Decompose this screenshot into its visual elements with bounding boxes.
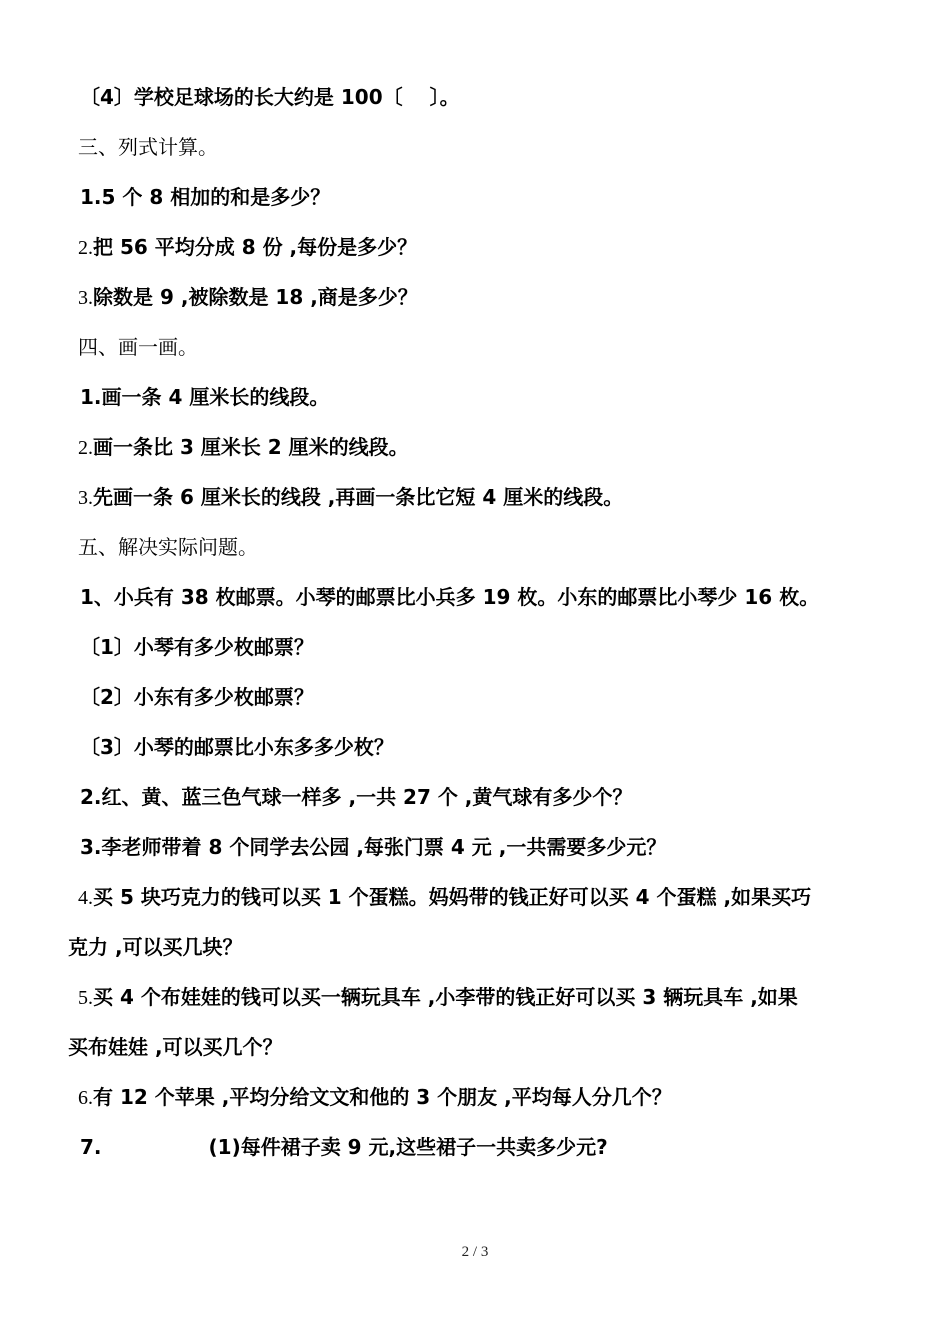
question-number: 3. <box>78 487 93 509</box>
question-line: 3.李老师带着 8 个同学去公园 ,每张门票 4 元 ,一共需要多少元？ <box>80 835 667 859</box>
sub-question-line: 〔1〕小琴有多少枚邮票？ <box>80 635 314 659</box>
section-heading: 三、列式计算。 <box>78 135 218 159</box>
question-line: 1.5 个 8 相加的和是多少？ <box>80 185 331 209</box>
section-heading: 四、画一画。 <box>78 335 198 359</box>
question-line: 〔4〕学校足球场的长大约是 100〔 〕。 <box>80 85 460 109</box>
question-line: 2.红、黄、蓝三色气球一样多 ,一共 27 个 ,黄气球有多少个？ <box>80 785 633 809</box>
question-number: 2. <box>78 437 93 459</box>
question-number: 4. <box>78 887 93 909</box>
question-line: 2.把 56 平均分成 8 份 ,每份是多少？ <box>78 235 418 259</box>
sub-question-line: 〔3〕小琴的邮票比小东多多少枚？ <box>80 735 394 759</box>
question-line: 1、小兵有 38 枚邮票。小琴的邮票比小兵多 19 枚。小东的邮票比小琴少 16 枚。 <box>80 585 820 609</box>
question-line: 6.有 12 个苹果 ,平均分给文文和他的 3 个朋友 ,平均每人分几个？ <box>78 1085 672 1109</box>
question-number: 2. <box>78 237 93 259</box>
question-line: 4.买 5 块巧克力的钱可以买 1 个蛋糕。妈妈带的钱正好可以买 4 个蛋糕 ,如果买巧 <box>78 885 812 909</box>
question-line: 3.先画一条 6 厘米长的线段 ,再画一条比它短 4 厘米的线段。 <box>78 485 624 509</box>
page-number: 2 / 3 <box>461 1244 489 1260</box>
question-line: 1.画一条 4 厘米长的线段。 <box>80 385 330 409</box>
question-line: 3.除数是 9 ,被除数是 18 ,商是多少？ <box>78 285 418 309</box>
question-line-continued: 克力 ,可以买几块？ <box>68 935 243 959</box>
question-line: 5.买 4 个布娃娃的钱可以买一辆玩具车 ,小李带的钱正好可以买 3 辆玩具车 ,如果 <box>78 985 798 1009</box>
question-line: 2.画一条比 3 厘米长 2 厘米的线段。 <box>78 435 409 459</box>
question-number: 3. <box>78 287 93 309</box>
section-heading: 五、解决实际问题。 <box>78 535 258 559</box>
question-number: 5. <box>78 987 93 1009</box>
question-line: 7. (1)每件裙子卖 9 元,这些裙子一共卖多少元? <box>80 1135 608 1159</box>
question-line-continued: 买布娃娃 ,可以买几个？ <box>68 1035 283 1059</box>
question-number: 6. <box>78 1087 93 1109</box>
question-number: 7. <box>80 1135 102 1159</box>
sub-question-line: 〔2〕小东有多少枚邮票？ <box>80 685 314 709</box>
